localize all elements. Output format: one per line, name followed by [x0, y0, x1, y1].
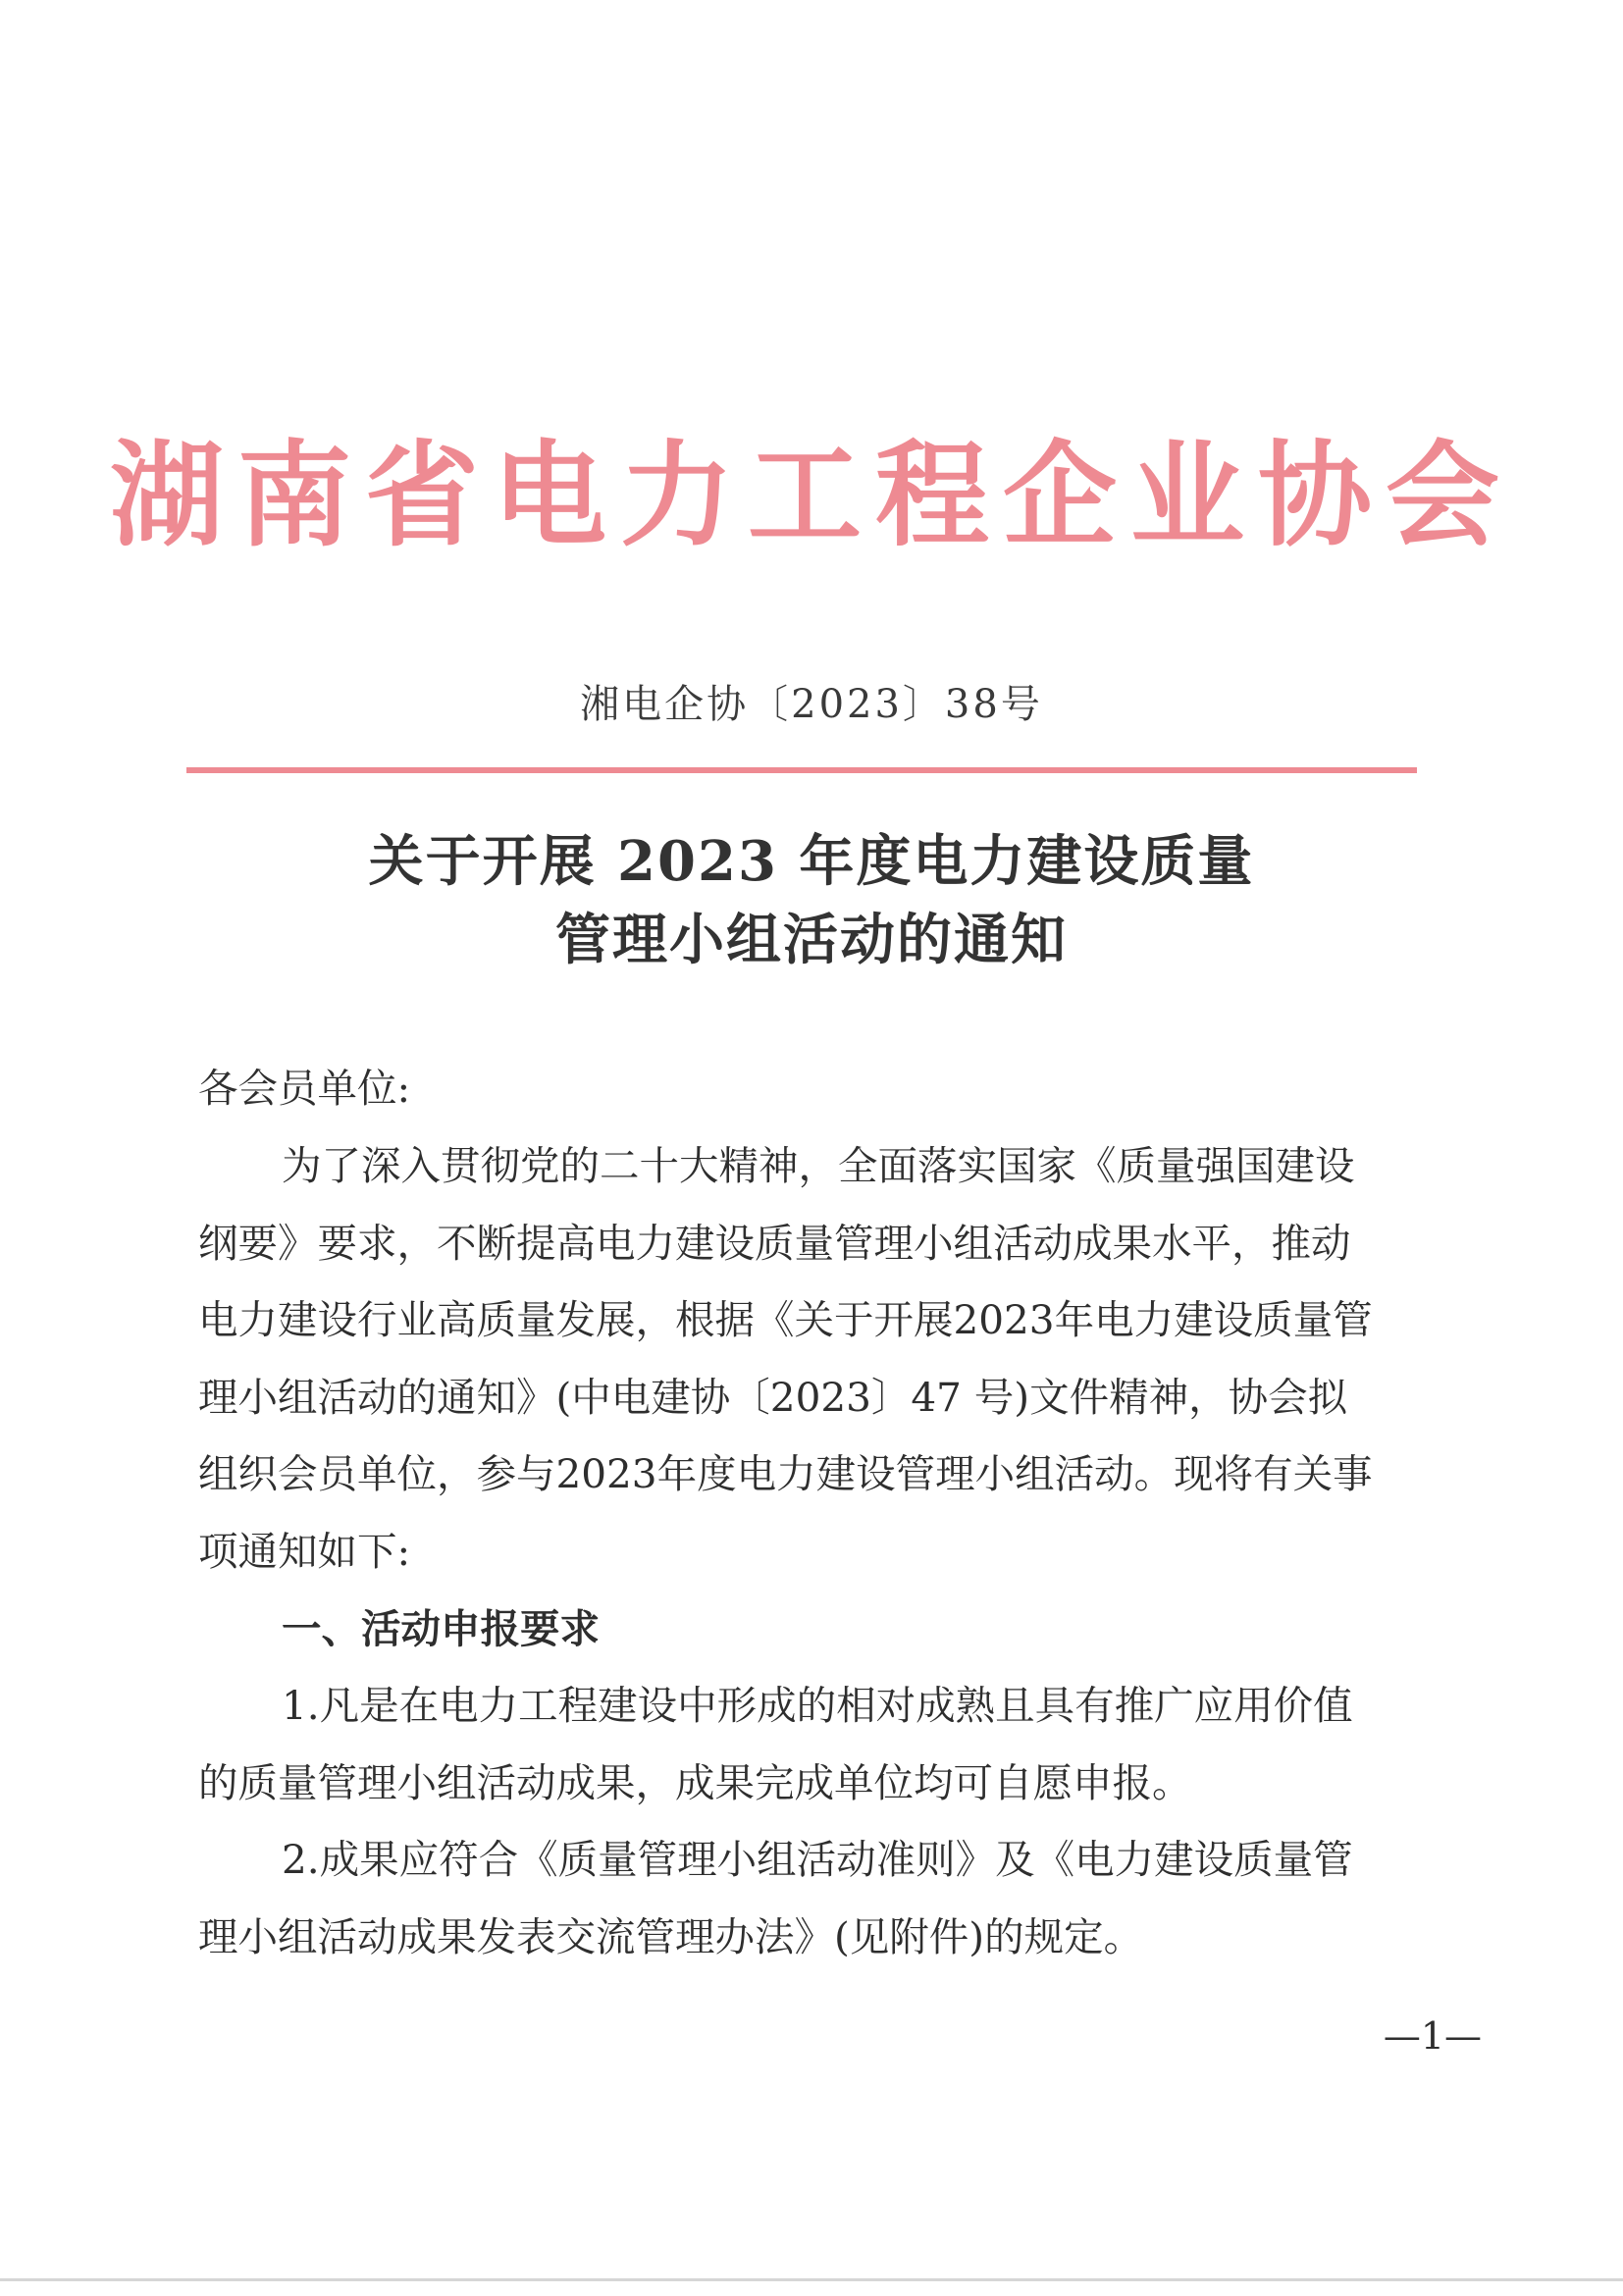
organization-header: 湖南省电力工程企业协会 [110, 429, 1513, 562]
paragraph-line: 为了深入贯彻党的二十大精神，全面落实国家《质量强国建设 [282, 1142, 1355, 1189]
salutation: 各会员单位: [198, 1065, 411, 1112]
paragraph-line: 纲要》要求，不断提高电力建设质量管理小组活动成果水平，推动 [198, 1220, 1351, 1267]
page-number: —1— [1383, 2014, 1482, 2058]
list-item-line: 理小组活动成果发表交流管理办法》(见附件)的规定。 [198, 1913, 1144, 1960]
document-number: 湘电企协〔2023〕38号 [580, 682, 1043, 727]
list-item-line: 1.凡是在电力工程建设中形成的相对成熟且具有推广应用价值 [282, 1682, 1353, 1729]
red-divider-line [186, 767, 1417, 773]
paragraph-line: 理小组活动的通知》(中电建协〔2023〕47 号)文件精神，协会拟 [198, 1374, 1348, 1421]
paragraph-line: 组织会员单位，参与2023年度电力建设管理小组活动。现将有关事 [198, 1450, 1373, 1497]
scan-edge-line [0, 2278, 1623, 2281]
paragraph-line: 项通知如下: [198, 1528, 411, 1575]
section-heading: 一、活动申报要求 [282, 1605, 600, 1652]
document-title-line-1: 关于开展 2023 年度电力建设质量 [368, 829, 1255, 894]
paragraph-line: 电力建设行业高质量发展，根据《关于开展2023年电力建设质量管 [198, 1296, 1373, 1343]
document-title-line-2: 管理小组活动的通知 [555, 908, 1068, 972]
list-item-line: 的质量管理小组活动成果，成果完成单位均可自愿申报。 [198, 1759, 1192, 1806]
list-item-line: 2.成果应符合《质量管理小组活动准则》及《电力建设质量管 [282, 1836, 1353, 1883]
